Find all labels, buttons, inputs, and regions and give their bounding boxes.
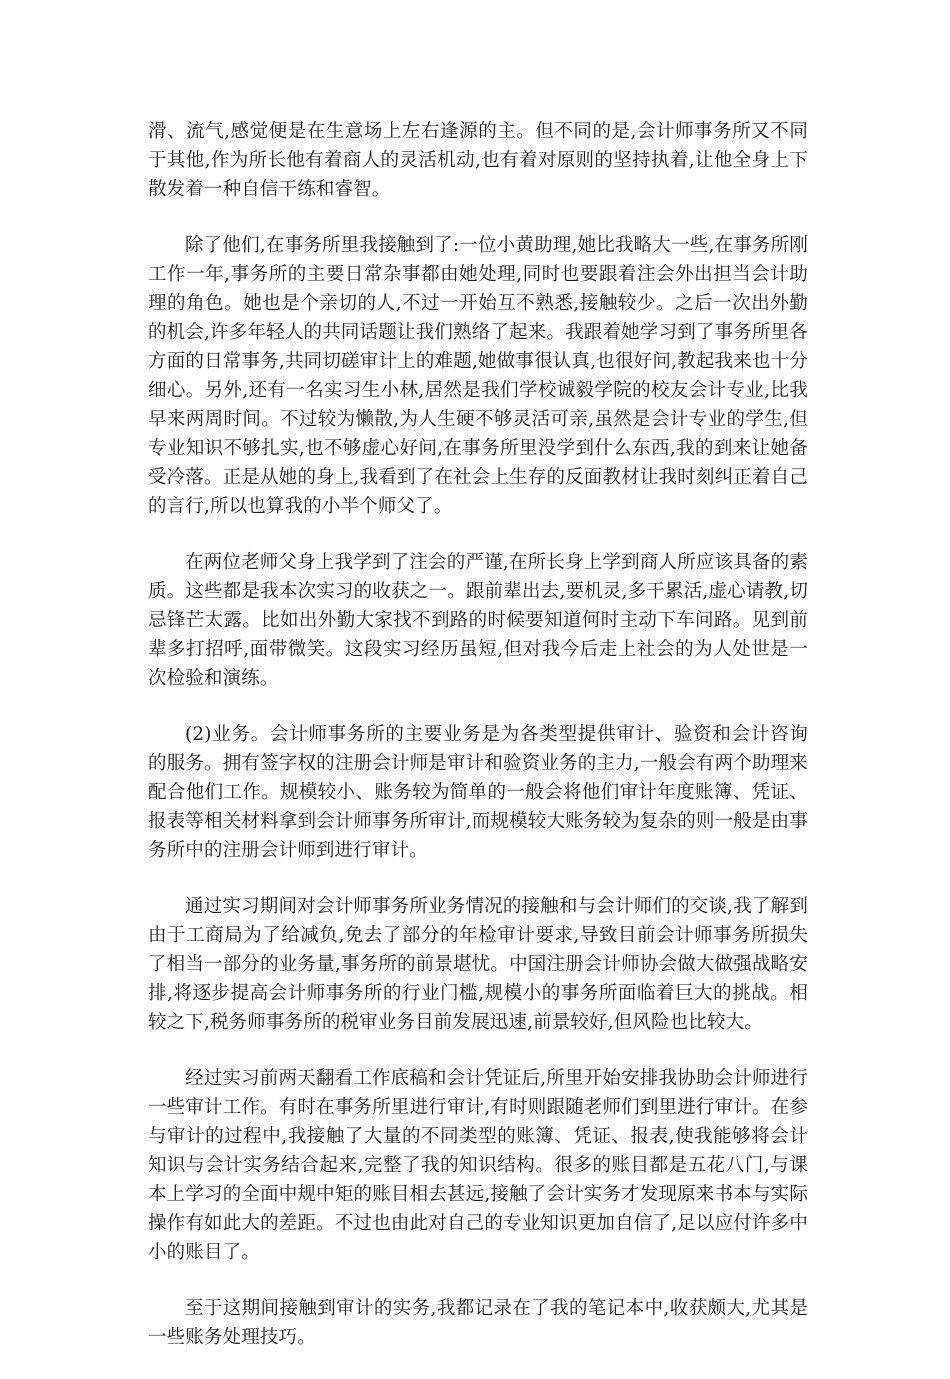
paragraph-5: 通过实习期间对会计师事务所业务情况的接触和与会计师们的交谈,我了解到由于工商局为了给减负,免去了部分的年检审计要求,导致目前会计师事务所损失了相当一部分的业务量,事务所的前景堪忧。中国注册会计师协会做大做强战略安排,将逐步提高会计师事务所的行业门槛,规模小的事务所面临着巨大的挑战。相较之下,税务师事务所的税审业务目前发展迅速,前景较好,但风险也比较大。 — [148, 896, 808, 1033]
document-body — [148, 117, 808, 1379]
paragraph-6: 经过实习前两天翻看工作底稿和会计凭证后,所里开始安排我协助会计师进行一些审计工作。有时在事务所里进行审计,有时则跟随老师们到里进行审计。在参与审计的过程中,我接触了大量的不同类型的账簿、凭证、报表,使我能够将会计知识与会计实务结合起来,完整了我的知识结构。很多的账目都是五花八门,与课本上学习的全面中规中矩的账目相去甚远,接触了会计实务才发现原来书本与实际操作有如此大的差距。不过也由此对自己的专业知识更加自信了,足以应付许多中小的账目了。 — [148, 1068, 808, 1263]
paragraph-7: 至于这期间接触到审计的实务,我都记录在了我的笔记本中,收获颇大,尤其是一些账务处理技巧。 — [148, 1298, 808, 1348]
paragraph-4: (2)业务。会计师事务所的主要业务是为各类型提供审计、验资和会计咨询的服务。拥有签字权的注册会计师是审计和验资业务的主力,一般会有两个助理来配合他们工作。规模较小、账务较为简单的一般会将他们审计年度账簿、凭证、报表等相关材料拿到会计师事务所审计,而规模较大账务较为复杂的则一般是由事务所中的注册会计师到进行审计。 — [148, 724, 808, 861]
paragraph-2: 除了他们,在事务所里我接触到了:一位小黄助理,她比我略大一些,在事务所刚工作一年,事务所的主要日常杂事都由她处理,同时也要跟着注会外出担当会计助理的角色。她也是个亲切的人,不过一开始互不熟悉,接触较少。之后一次出外勤的机会,许多年轻人的共同话题让我们熟络了起来。我跟着她学习到了事务所里各方面的日常事务,共同切磋审计上的难题,她做事很认真,也很好问,教起我来也十分细心。另外,还有一名实习生小林,居然是我们学校诚毅学院的校友会计专业,比我早来两周时间。不过较为懒散,为人生硬不够灵活可亲,虽然是会计专业的学生,但专业知识不够扎实,也不够虚心好问,在事务所里没学到什么东西,我的到来让她备受冷落。正是从她的身上,我看到了在社会上生存的反面教材让我时刻纠正着自己的言行,所以也算我的小半个师父了。 — [148, 235, 808, 517]
paragraph-1: 滑、流气,感觉便是在生意场上左右逢源的主。但不同的是,会计师事务所又不同于其他,作为所长他有着商人的灵活机动,也有着对原则的坚持执着,让他全身上下散发着一种自信干练和睿智。 — [148, 121, 808, 200]
paragraph-3: 在两位老师父身上我学到了注会的严谨,在所长身上学到商人所应该具备的素质。这些都是我本次实习的收获之一。跟前辈出去,要机灵,多干累活,虚心请教,切忌锋芒太露。比如出外勤大家找不到路的时候要知道何时主动下车问路。见到前辈多打招呼,面带微笑。这段实习经历虽短,但对我今后走上社会的为人处世是一次检验和演练。 — [148, 552, 808, 689]
